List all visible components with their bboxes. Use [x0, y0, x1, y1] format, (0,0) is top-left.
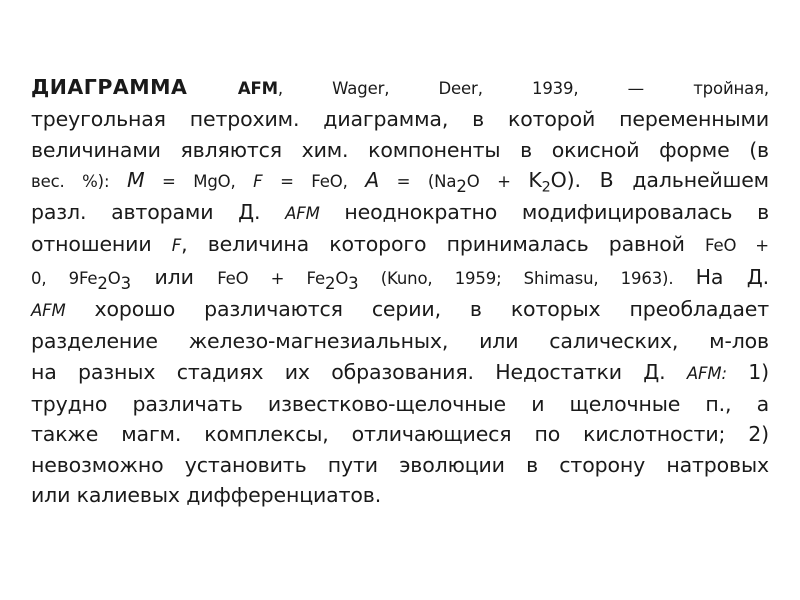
- italic-symbol: F: [171, 236, 182, 256]
- text-run: невозможно установить пути эволюции в сторону натровых: [31, 452, 769, 477]
- subscript: 2: [541, 179, 551, 196]
- italic-symbol: AFM: [31, 301, 66, 321]
- entry-term-abbr: AFM: [237, 79, 278, 98]
- text-line: [31, 450, 769, 480]
- text-run: хорошо различаются серии, в которых преобладает: [65, 297, 769, 322]
- subscript: 3: [120, 273, 131, 293]
- text-run: , Wager, Deer, 1939, — тройная,: [277, 79, 769, 98]
- text-run: = (Na: [379, 171, 457, 191]
- text-line: [31, 480, 769, 510]
- text-line: [31, 72, 769, 104]
- text-line: [31, 357, 769, 389]
- italic-symbol: AFM:: [686, 363, 727, 383]
- text-run: K: [528, 167, 542, 192]
- text-run: неоднократно модифицировалась в: [319, 200, 769, 225]
- text-line: [31, 197, 769, 229]
- text-run: O: [335, 268, 349, 288]
- text-line: [31, 165, 769, 197]
- italic-symbol: F: [253, 171, 263, 191]
- dictionary-entry: [31, 72, 769, 510]
- text-run: 0, 9Fe: [31, 268, 98, 288]
- text-line: [31, 326, 769, 356]
- text-line: [31, 104, 769, 134]
- subscript: 2: [324, 273, 336, 293]
- text-run: отношении: [31, 232, 172, 257]
- subscript: 3: [348, 273, 359, 293]
- text-run: O: [107, 268, 121, 288]
- entry-term: ДИАГРАММА: [31, 75, 188, 99]
- text-line: [31, 262, 769, 294]
- text-run: или: [130, 264, 218, 289]
- text-run: разделение железо-магнезиальных, или салических, м-лов: [31, 329, 769, 354]
- text-run: вес. %):: [31, 171, 127, 191]
- text-line: [31, 389, 769, 419]
- text-run: (Kuno, 1959; Shimasu, 1963).: [358, 268, 696, 288]
- text-line: [31, 229, 769, 261]
- text-run: FeO + Fe: [217, 268, 325, 288]
- text-run: трудно различать известково-щелочные и щелочные п., а: [31, 391, 769, 416]
- text-run: на разных стадиях их образования. Недостатки Д.: [31, 359, 687, 384]
- text-run: треугольная петрохим. диаграмма, в которой переменными: [31, 107, 769, 132]
- text-run: = FeO,: [262, 171, 366, 191]
- text-run: O +: [466, 171, 529, 191]
- text-line: [31, 135, 769, 165]
- text-run: O). В дальнейшем: [550, 167, 769, 192]
- italic-symbol: M: [126, 167, 145, 192]
- italic-symbol: AFM: [285, 204, 320, 224]
- text-run: разл. авторами Д.: [31, 200, 286, 225]
- text-run: FeO +: [705, 236, 769, 256]
- text-line: [31, 294, 769, 326]
- text-run: , величина которого принималась равной: [181, 232, 706, 257]
- text-line: [31, 419, 769, 449]
- text-run: [187, 75, 237, 99]
- text-run: также магм. комплексы, отличающиеся по кислотности; 2): [31, 422, 769, 447]
- text-run: На Д.: [695, 264, 769, 289]
- text-run: 1): [726, 359, 769, 384]
- italic-symbol: A: [365, 167, 380, 192]
- subscript: 2: [456, 176, 467, 196]
- subscript: 2: [97, 273, 108, 293]
- text-run: = MgO,: [144, 171, 254, 191]
- text-run: величинами являются хим. компоненты в окисной форме (в: [31, 137, 769, 162]
- text-run: или калиевых дифференциатов.: [31, 482, 382, 507]
